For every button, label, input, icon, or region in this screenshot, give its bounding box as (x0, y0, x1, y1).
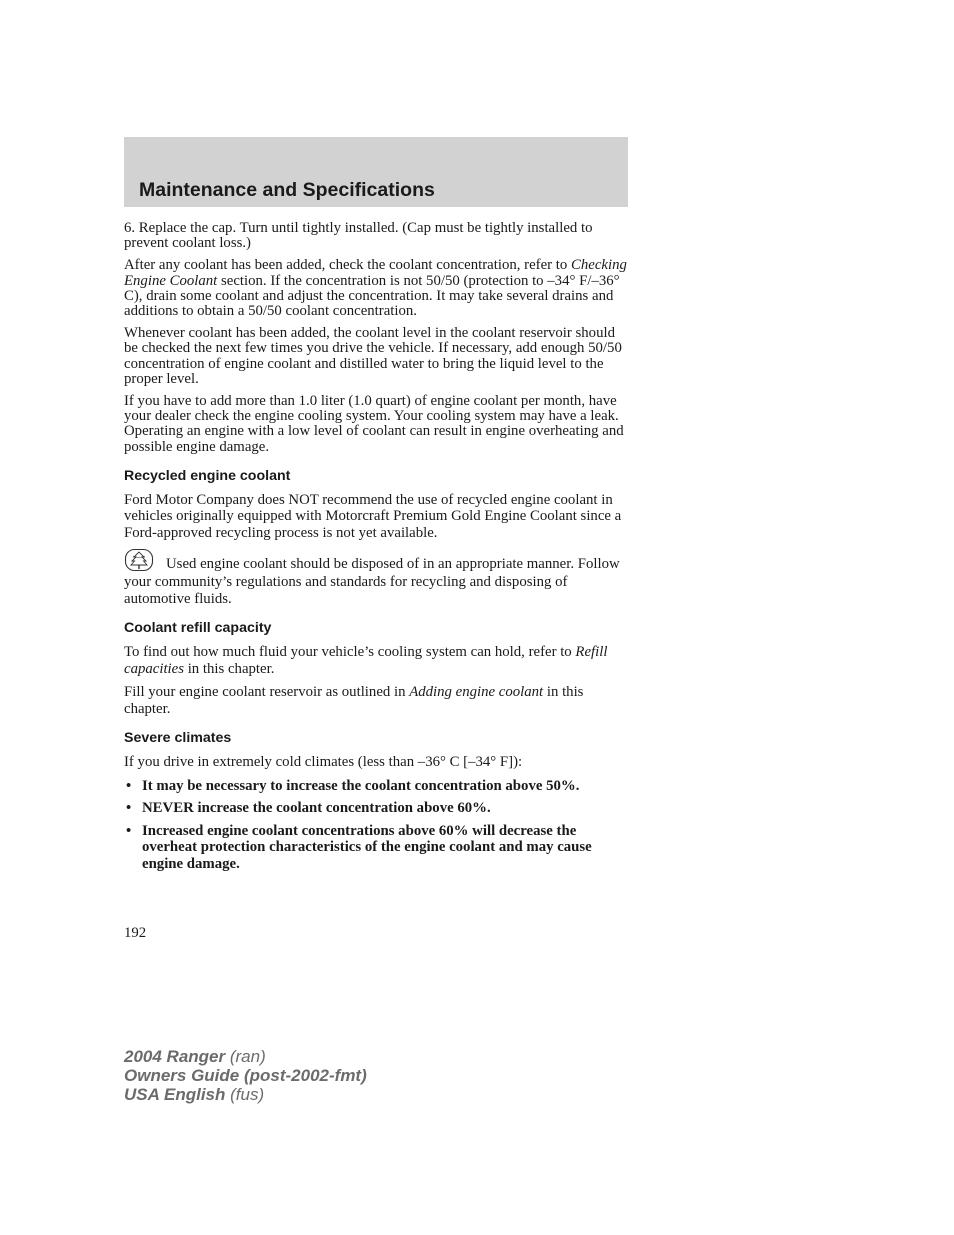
bullet-text: It may be necessary to increase the coolant concentration above 50%. (142, 777, 580, 794)
refill-capacities-reference: Refill capacities (124, 644, 608, 677)
footer-language: USA English (124, 1085, 226, 1104)
list-item (124, 800, 628, 817)
severe-climates-heading: Severe climates (124, 730, 232, 747)
concentration-text-b: section. If the concentration is not 50/50 (protection to –34° F/–36° C), drain some coolant and adjust the concentration. It may take several drains and additions to obtain a 50/50 coolant concentration. (124, 272, 620, 320)
recycled-coolant-paragraph: Ford Motor Company does NOT recommend the use of recycled engine coolant in vehicles originally equipped with Motorcraft Premium Gold Engine Coolant since a Ford-approved recycling process is not yet available. (124, 491, 622, 541)
footer-line-language (124, 1085, 367, 1104)
bullet-symbol: • (126, 777, 132, 794)
disposal-note-text: Used engine coolant should be disposed of in an appropriate manner. Follow your community’s regulations and standards for recycling and disposing of automotive fluids. (124, 556, 620, 607)
footer-language-code: (fus) (230, 1085, 265, 1104)
step-6-paragraph: 6. Replace the cap. Turn until tightly installed. (Cap must be tightly installed to prevent coolant loss.) (124, 220, 593, 252)
footer-line-model (124, 1047, 367, 1066)
concentration-paragraph (124, 258, 628, 319)
page-content (124, 221, 628, 878)
severe-climates-bullet-list (124, 778, 628, 873)
refill-text-a: To find out how much fluid your vehicle’s cooling system can hold, refer to (124, 644, 576, 661)
fill-reservoir-paragraph (124, 684, 628, 717)
list-item (124, 778, 628, 795)
bullet-text: NEVER increase the coolant concentration above 60%. (142, 800, 491, 817)
reservoir-check-paragraph: Whenever coolant has been added, the coolant level in the coolant reservoir should be checked the next few times you drive the vehicle. If necessary, add enough 50/50 concentration of engine coolant and distilled water to bring the liquid level to the proper level. (124, 325, 622, 387)
checking-engine-coolant-reference: Checking Engine Coolant (124, 257, 627, 289)
footer-model: 2004 Ranger (124, 1047, 226, 1066)
footer-line-guide (124, 1066, 367, 1085)
page-number: 192 (124, 925, 147, 941)
concentration-text-a: After any coolant has been added, check the coolant concentration, refer to (124, 257, 571, 274)
fill-text-a: Fill your engine coolant reservoir as outlined in (124, 684, 410, 701)
disposal-note-paragraph (124, 548, 628, 607)
fill-text-b: in this chapter. (124, 684, 584, 717)
footer-model-code: (ran) (229, 1047, 266, 1066)
bullet-symbol: • (126, 800, 132, 817)
recycled-coolant-heading: Recycled engine coolant (124, 467, 291, 484)
bullet-text: Increased engine coolant concentrations above 60% will decrease the overheat protection characteristics of the engine coolant and may cause engine damage. (142, 822, 592, 872)
refill-capacity-heading: Coolant refill capacity (124, 620, 272, 637)
adding-engine-coolant-reference: Adding engine coolant (409, 684, 544, 701)
severe-climates-intro: If you drive in extremely cold climates (less than –36° C [–34° F]): (124, 754, 523, 771)
document-footer (124, 1047, 367, 1104)
list-item (124, 823, 628, 873)
refill-capacity-paragraph (124, 644, 628, 677)
section-header-band (124, 137, 628, 207)
leak-warning-paragraph: If you have to add more than 1.0 liter (1.0 quart) of engine coolant per month, have your dealer check the engine cooling system. Your cooling system may have a leak. Operating an engine with a low level of coolant can result in engine overheating and possible engine damage. (124, 393, 624, 455)
environment-tree-icon (124, 548, 154, 574)
footer-guide: Owners Guide (post-2002-fmt) (124, 1066, 367, 1085)
section-title: Maintenance and Specifications (139, 179, 435, 201)
refill-text-b: in this chapter. (184, 660, 275, 677)
bullet-symbol: • (126, 822, 132, 839)
